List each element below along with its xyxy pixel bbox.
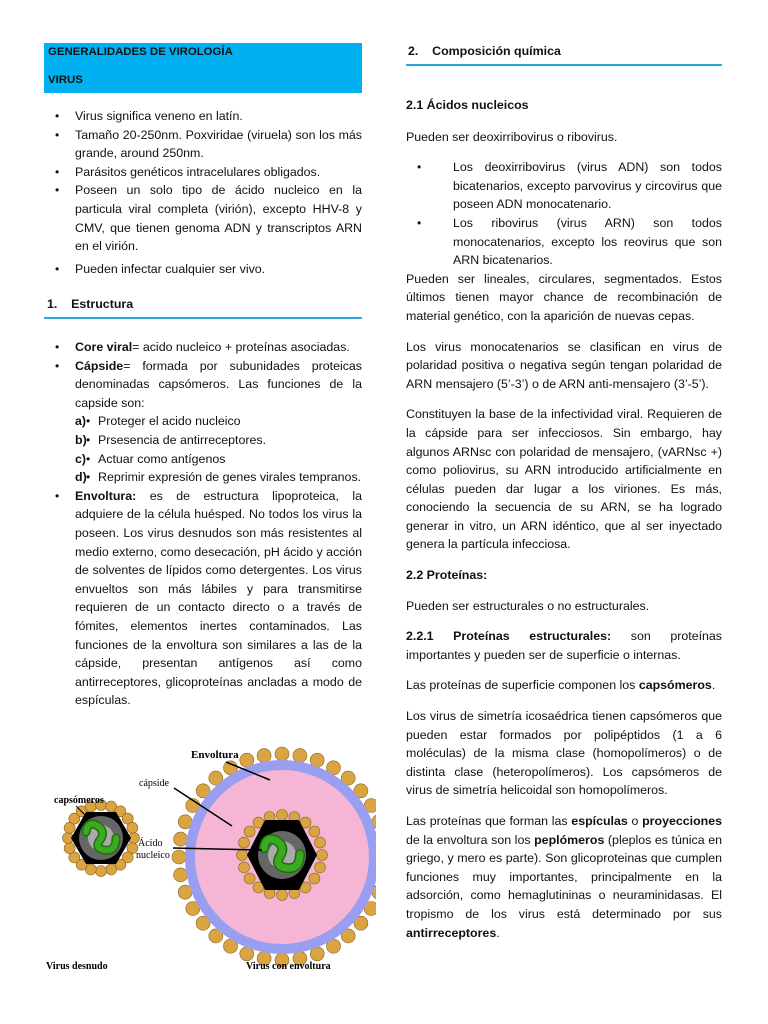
capsomere-dot (277, 890, 288, 901)
paragraph (406, 676, 722, 695)
list-item (44, 487, 362, 710)
capsomere-dot (127, 822, 138, 833)
section-number: 2. (408, 44, 419, 58)
term: antirreceptores (406, 925, 497, 940)
document-subtitle: VIRUS (48, 74, 83, 86)
text-run: Las proteínas de superficie componen los (406, 678, 639, 693)
capsomere-dot (309, 873, 320, 884)
term: proyecciones (642, 814, 722, 828)
capsomere-dot (237, 850, 248, 861)
term: Core viral (75, 340, 133, 354)
term: capsómeros (638, 678, 712, 693)
subsection-heading: 2.2 Proteínas: (406, 568, 488, 583)
term: peplómeros (534, 832, 605, 847)
list-item (44, 260, 362, 279)
section-2-heading (408, 44, 561, 58)
capsomere-dot (106, 864, 117, 875)
text-run: Las proteínas que forman las (406, 814, 572, 828)
list-text: Actuar como antígenos (98, 451, 226, 466)
capsomere-dot (244, 873, 255, 884)
capsomere-dot (275, 747, 289, 761)
paragraph: Pueden ser lineales, circulares, segmentados. Estos últimos tienen mayor chance de recombinación de material genético, con la aparición de nuevas cepas. (406, 271, 722, 323)
capside-functions-list (75, 412, 362, 486)
list-item (44, 357, 362, 487)
section-divider (44, 317, 362, 319)
section-number: 1. (47, 297, 58, 311)
list-item: • Poseen un solo tipo de ácido nucleico en la particula viral completa (virión), excepto HHV-8 y CMV, que tienen genoma ADN y transcriptos ARN en el virión. (44, 181, 362, 255)
list-item: • Tamaño 20-250nm. Poxviridae (viruela) son los más grande, around 250nm. (44, 126, 362, 163)
capsomere-dot (277, 810, 288, 821)
capsomere-dot (315, 837, 326, 848)
intro-bullet-list (44, 107, 362, 278)
virus-diagram (36, 740, 376, 976)
caption-enveloped-virus: Virus con envoltura (246, 961, 331, 972)
capsomere-dot (315, 862, 326, 873)
capsomere-dot (239, 837, 250, 848)
definition: son proteínas importantes y pueden ser de superficie o internas. (406, 629, 723, 662)
text-run: de la envoltura son los (406, 832, 535, 847)
list-text: Prsesencia de antirreceptores. (98, 432, 267, 447)
text-run: . (711, 678, 716, 693)
paragraph: Los virus monocatenarios se clasifican en virus de polaridad positiva o negativa según tengan polaridad de ARN mensajero (5’-3’) o de ARN anti-mensajero (3’-5’). (406, 339, 722, 391)
naked-virus-illustration (63, 800, 140, 877)
list-letter: • c) (75, 451, 87, 466)
label-capside: cápside (139, 778, 169, 789)
list-item: • Parásitos genéticos intracelulares obligados. (44, 163, 362, 182)
term: 2.2.1 Proteínas estructurales: (406, 629, 612, 644)
paragraph: Constituyen la base de la infectividad viral. Requieren de la cápside para ser infecciosos. Sin embargo, hay algunos ARNsc con polaridad de mensajero, (vARNsc +) como poliovirus, su ARN introducido artificialmente en células pueden dar lugar a los viriones. Es más, conociendo la secuencia de su ARN, se ha logrado generar in vitro, un ARN idéntico, que al ser inyectado genera la partícula infecciosa. (406, 407, 722, 552)
enveloped-virus-illustration (172, 747, 376, 967)
text-run: o (627, 814, 643, 828)
capsomere-dot (257, 749, 271, 763)
section-title: Estructura (71, 297, 134, 311)
list-item (75, 468, 362, 487)
list-item: • Los ribovirus (virus ARN) son todos monocatenarios, excepto los reovirus que son ARN bicatenarios. (406, 214, 722, 270)
list-letter: • b) (75, 432, 87, 447)
header-box (44, 43, 362, 93)
paragraph: Pueden ser estructurales o no estructurales. (406, 598, 650, 613)
list-item (44, 338, 362, 357)
paragraph: Los virus de simetría icosaédrica tienen capsómeros que pueden estar formados por polipéptidos (1 a 6 moléculas) de la misma clase (homopolímeros) o de distinta clase (heteropolímeros). Los capsómeros de virus de simetría helicoidal son homopolímeros. (406, 709, 722, 798)
label-nucleico: nucleico (136, 850, 170, 861)
list-letter: • a) (75, 414, 87, 429)
term: espículas (571, 814, 628, 828)
list-item-text: Pueden infectar cualquier ser vivo. (75, 261, 266, 276)
definition: = formada por subunidades proteicas denominadas capsómeros. Las funciones de la capside son: (75, 358, 362, 410)
capsomere-dot (174, 832, 188, 846)
capsomere-dot (239, 862, 250, 873)
capsomere-dot (174, 868, 188, 882)
capsomere-dot (96, 866, 107, 877)
capsomere-dot (309, 826, 320, 837)
capsomere-dot (244, 826, 255, 837)
nucleic-acid-list (406, 158, 722, 270)
list-letter: • d) (75, 470, 87, 485)
capsomere-dot (317, 850, 328, 861)
label-envoltura: Envoltura (191, 749, 239, 761)
document-title: GENERALIDADES DE VIROLOGÍA (48, 46, 233, 58)
section-divider (406, 64, 722, 66)
structure-bullet-list (44, 338, 362, 710)
right-column (406, 96, 722, 942)
capsomere-dot (64, 843, 75, 854)
paragraph (406, 627, 722, 664)
text-run: . (496, 925, 500, 940)
list-item (75, 412, 362, 431)
text-run: (pleplos es túnica en griego, y mero es parte). Son glicoproteinas que cumplen funciones muy importantes, principalmente en la adsorción, como hemaglutininas o neuraminidasas. El tropismo de los virus está determinado por sus (406, 832, 722, 921)
list-item (75, 431, 362, 450)
section-1-heading (47, 297, 133, 311)
label-capsomeros: capsómeros (54, 795, 104, 806)
caption-naked-virus: Virus desnudo (46, 961, 108, 972)
section-title: Composición química (432, 44, 561, 58)
capsomere-dot (172, 850, 186, 864)
definition: = acido nucleico + proteínas asociadas. (132, 340, 350, 354)
list-text: Proteger el acido nucleico (98, 414, 241, 429)
list-item: • Los deoxirribovirus (virus ADN) son todos bicatenarios, excepto parvovirus y circovirus que poseen ADN monocatenario. (406, 158, 722, 214)
list-item: • Virus significa veneno en latín. (44, 107, 362, 126)
list-item (75, 450, 362, 469)
capsomere-dot (293, 749, 307, 763)
term: Envoltura: (75, 488, 137, 503)
paragraph (406, 812, 722, 942)
list-text: Reprimir expresión de genes virales tempranos. (98, 470, 362, 485)
definition: es de estructura lipoproteica, la adquiere de la célula huésped. No todos los virus la poseen. Los virus desnudos son más resistentes al medio externo, como desecación, pH ácido y acción de solventes de lípidos como detergentes. Los virus envueltos son más lábiles y para transmitirse requieren de un contacto directo o a través de fómites, elementos inertes contaminados. Las funciones de la envoltura son similares a las de la cápside, presentan antígenos así como antirreceptores, glicoproteínas ancladas a modo de espículas. (75, 488, 362, 708)
subsection-heading: 2.1 Ácidos nucleicos (406, 98, 529, 112)
label-acido: Ácido (138, 838, 163, 849)
term: Cápside (75, 358, 124, 373)
paragraph: Pueden ser deoxirribovirus o ribovirus. (406, 129, 618, 144)
